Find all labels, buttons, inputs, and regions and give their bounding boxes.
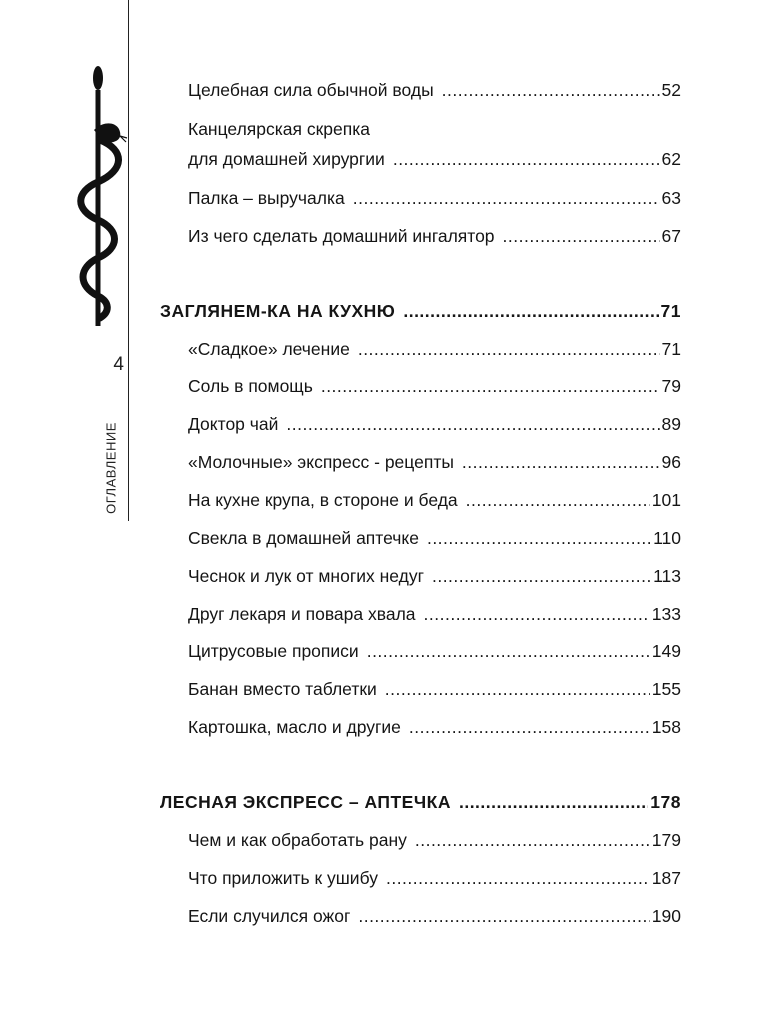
toc-entry-title: Картошка, масло и другие (188, 717, 401, 737)
toc-leader (286, 411, 659, 437)
toc-entry-title: Из чего сделать домашний ингалятор (188, 226, 495, 246)
toc-leader (432, 563, 651, 589)
toc-leader (403, 298, 658, 324)
toc-entry-title: «Молочные» экспресс - рецепты (188, 452, 454, 472)
toc-section-heading[interactable] (160, 298, 681, 324)
toc-leader (385, 676, 650, 702)
toc-entry-title: Если случился ожог (188, 906, 351, 926)
toc-entry-page: 62 (661, 149, 681, 169)
toc-leader (424, 601, 650, 627)
toc-entry-page: 149 (651, 641, 681, 661)
toc-leader (393, 146, 660, 172)
toc-leader (409, 714, 650, 740)
toc-entry-title: Доктор чай (188, 414, 279, 434)
toc-entry[interactable] (188, 638, 681, 664)
toc-entry-title: для домашней хирургии (188, 149, 385, 169)
toc-entry[interactable] (188, 336, 681, 362)
toc-entry-page: 101 (651, 490, 681, 510)
toc-entry-page: 133 (651, 604, 681, 624)
toc-leader (466, 487, 650, 513)
toc-entry-title: Что приложить к ушибу (188, 868, 378, 888)
toc-entry-page: 67 (661, 226, 681, 246)
toc-entry[interactable] (188, 411, 681, 437)
toc-entry-page: 52 (661, 80, 681, 100)
toc-entry-title: Чеснок и лук от многих недуг (188, 566, 424, 586)
section-label-text: ОГЛАВЛЕНИЕ (103, 422, 119, 514)
toc-entry-page: 155 (651, 679, 681, 699)
toc-entry-page: 113 (653, 566, 681, 586)
toc-entry[interactable] (188, 865, 681, 891)
toc-entry[interactable] (188, 827, 681, 853)
toc-entry-page: 79 (661, 376, 681, 396)
toc-entry-title: Свекла в домашней аптечке (188, 528, 419, 548)
toc-leader (358, 336, 660, 362)
toc-entry-page: 110 (653, 528, 681, 548)
toc-entry-page: 89 (661, 414, 681, 434)
toc-entry-title: Цитрусовые прописи (188, 641, 359, 661)
page-number: 4 (113, 354, 124, 375)
toc-heading-title: ЛЕСНАЯ ЭКСПРЕСС – АПТЕЧКА (160, 792, 451, 812)
toc-section-heading[interactable] (160, 789, 681, 815)
toc-entry-title: Друг лекаря и повара хвала (188, 604, 416, 624)
toc-entry[interactable] (188, 223, 681, 249)
toc-entry-page: 190 (651, 906, 681, 926)
toc-entry[interactable] (188, 525, 681, 551)
snake-staff-icon (70, 60, 130, 330)
toc-entry-title: На кухне крупа, в стороне и беда (188, 490, 458, 510)
toc-entry[interactable] (188, 487, 681, 513)
toc-entry-title-line1: Канцелярская скрепка (188, 119, 370, 139)
toc-entry[interactable] (188, 601, 681, 627)
toc-entry-title: Палка – выручалка (188, 188, 345, 208)
toc-entry[interactable] (188, 563, 681, 589)
toc-leader (353, 185, 660, 211)
toc-entry-title: Целебная сила обычной воды (188, 80, 434, 100)
toc-leader (321, 373, 660, 399)
toc-entry-page: 96 (661, 452, 681, 472)
toc-entry-title: Банан вместо таблетки (188, 679, 377, 699)
toc-heading-title: ЗАГЛЯНЕМ-КА НА КУХНЮ (160, 301, 396, 321)
toc-entry-title: «Сладкое» лечение (188, 339, 350, 359)
toc-leader (415, 827, 650, 853)
toc-entry-title: Чем и как обработать рану (188, 830, 407, 850)
toc-leader (462, 449, 660, 475)
toc-entry[interactable] (188, 714, 681, 740)
toc-leader (358, 903, 649, 929)
toc-entry-page: 71 (661, 339, 681, 359)
toc-entry-title: Соль в помощь (188, 376, 313, 396)
toc-entry-page: 187 (651, 868, 681, 888)
toc-leader (459, 789, 648, 815)
toc-entry[interactable] (188, 77, 681, 103)
toc-heading-page: 178 (650, 792, 681, 812)
toc-leader (442, 77, 660, 103)
toc-entry-page: 179 (651, 830, 681, 850)
toc-leader (503, 223, 660, 249)
toc-heading-page: 71 (660, 301, 681, 321)
toc-leader (367, 638, 650, 664)
toc-entry[interactable] (188, 185, 681, 211)
toc-leader (386, 865, 650, 891)
toc-entry[interactable] (188, 676, 681, 702)
toc-entry[interactable] (188, 373, 681, 399)
toc-leader (427, 525, 651, 551)
toc-entry-page: 63 (661, 188, 681, 208)
toc-entry[interactable] (188, 146, 681, 172)
toc-entry[interactable] (188, 903, 681, 929)
toc-entry-page: 158 (651, 717, 681, 737)
toc-entry[interactable] (188, 449, 681, 475)
